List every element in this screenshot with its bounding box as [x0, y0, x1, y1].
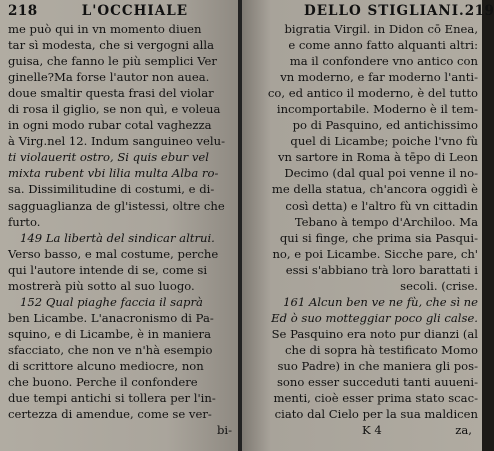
text-line: Verso basso, e mal costume, perche	[8, 246, 219, 261]
text-line: no, e poi Licambe. Sicche pare, ch'	[272, 246, 478, 261]
text-line: vn moderno, e far moderno l'anti-	[280, 70, 478, 85]
left-page-text	[8, 21, 232, 438]
right-page-header	[252, 3, 494, 19]
text-line: di scrittore alcuno mediocre, non	[8, 358, 204, 373]
page-number: 218	[8, 3, 38, 19]
text-line: Se Pasquino era noto pur dianzi (al	[271, 326, 478, 341]
text-line: sagguaglianza de gl'istessi, oltre che	[8, 198, 225, 213]
text-line: essi s'abbiano trà loro barattati i	[285, 262, 478, 277]
text-line: Decimo (dal qual poi venne il no-	[284, 166, 478, 181]
running-title: L'OCCHIALE	[81, 3, 188, 19]
text-line: 149 La libertà del sindicar altrui.	[20, 230, 215, 245]
page-number: 219	[464, 3, 494, 19]
text-line: vn sartore in Roma à tēpo di Leon	[277, 150, 478, 165]
running-title: DELLO STIGLIANI.	[304, 3, 465, 19]
text-line: che di sopra hà testificato Momo	[284, 342, 478, 357]
text-line: bi-	[216, 423, 232, 438]
text-line: due tempi antichi si tollera per l'in-	[8, 391, 216, 406]
text-line: suo Padre) in che maniera gli pos-	[277, 358, 478, 373]
text-line: 152 Qual piaghe faccia il saprà	[20, 294, 203, 309]
text-line: bigratia Virgil. in Didon cō Enea,	[284, 22, 478, 36]
text-line: ciato dal Cielo per la sua maldicen	[274, 407, 478, 422]
text-line: Tebano à tempo d'Archiloo. Ma	[294, 214, 478, 229]
text-line: così detta) e l'altro fù vn cittadin	[285, 198, 478, 213]
text-line: certezza di amendue, come se ver-	[8, 407, 212, 422]
text-line: sfacciato, che non ve n'hà esempio	[8, 342, 213, 357]
signature-mark: K 4	[362, 423, 382, 438]
text-line: furto.	[8, 214, 41, 229]
text-line: me della statua, ch'ancora oggidì è	[271, 182, 478, 197]
text-line: mixta rubent vbi lilia multa Alba ro-	[8, 166, 219, 181]
text-line: sono esser succeduti tanti auueni-	[276, 375, 478, 390]
text-line: in ogni modo rubar cotal vaghezza	[8, 118, 212, 133]
text-line: 161 Alcun ben ve ne fù, che sì ne	[283, 294, 478, 309]
text-line: mostrerà più sotto al suo luogo.	[8, 278, 195, 293]
text-line: squino, e di Licambe, è in maniera	[8, 326, 211, 341]
text-line: di rosa il giglio, se non quì, e voleua	[8, 102, 221, 117]
right-page-text	[252, 21, 478, 422]
text-line: ginelle?Ma forse l'autor non auea.	[8, 70, 210, 85]
left-page-header	[8, 3, 232, 19]
right-page	[242, 0, 494, 451]
text-line: po di Pasquino, ed antichissimo	[292, 118, 478, 133]
text-line: guisa, che fanno le più semplici Ver	[8, 54, 217, 69]
text-line: e come anno fatto alquanti altri:	[288, 38, 478, 53]
left-page	[0, 0, 238, 451]
catchword: za,	[455, 423, 472, 438]
text-line: sa. Dissimilitudine di costumi, e di-	[8, 182, 215, 197]
page-footer	[252, 422, 478, 438]
text-line: me può qui in vn momento diuen	[8, 22, 202, 36]
text-line: qui l'autore intende di se, come si	[8, 262, 208, 277]
text-line: secoli. (crise.	[400, 278, 478, 293]
text-line: incomportabile. Moderno è il tem-	[276, 102, 478, 117]
text-line: Ed ò suo motteggiar poco gli calse.	[271, 310, 478, 325]
text-line: ti violauerit ostro, Si quis ebur vel	[8, 150, 209, 165]
text-line: ben Licambe. L'anacronismo di Pa-	[8, 310, 214, 325]
text-line: menti, cioè esser prima stato scac-	[273, 391, 478, 406]
text-line: doue smaltir questa frasi del violar	[8, 86, 214, 101]
text-line: tar sì modesta, che si vergogni alla	[8, 38, 215, 53]
text-line: ma il confondere vno antico con	[289, 54, 478, 69]
text-line: quel di Licambe; poiche l'vno fù	[290, 134, 478, 149]
text-line: qui si finge, che prima sia Pasqui-	[279, 230, 478, 245]
text-line: à Virg.nel 12. Indum sanguineo velu-	[8, 134, 226, 149]
text-line: che buono. Perche il confondere	[8, 375, 198, 390]
text-line: co, ed antico il moderno, è del tutto	[267, 86, 478, 101]
